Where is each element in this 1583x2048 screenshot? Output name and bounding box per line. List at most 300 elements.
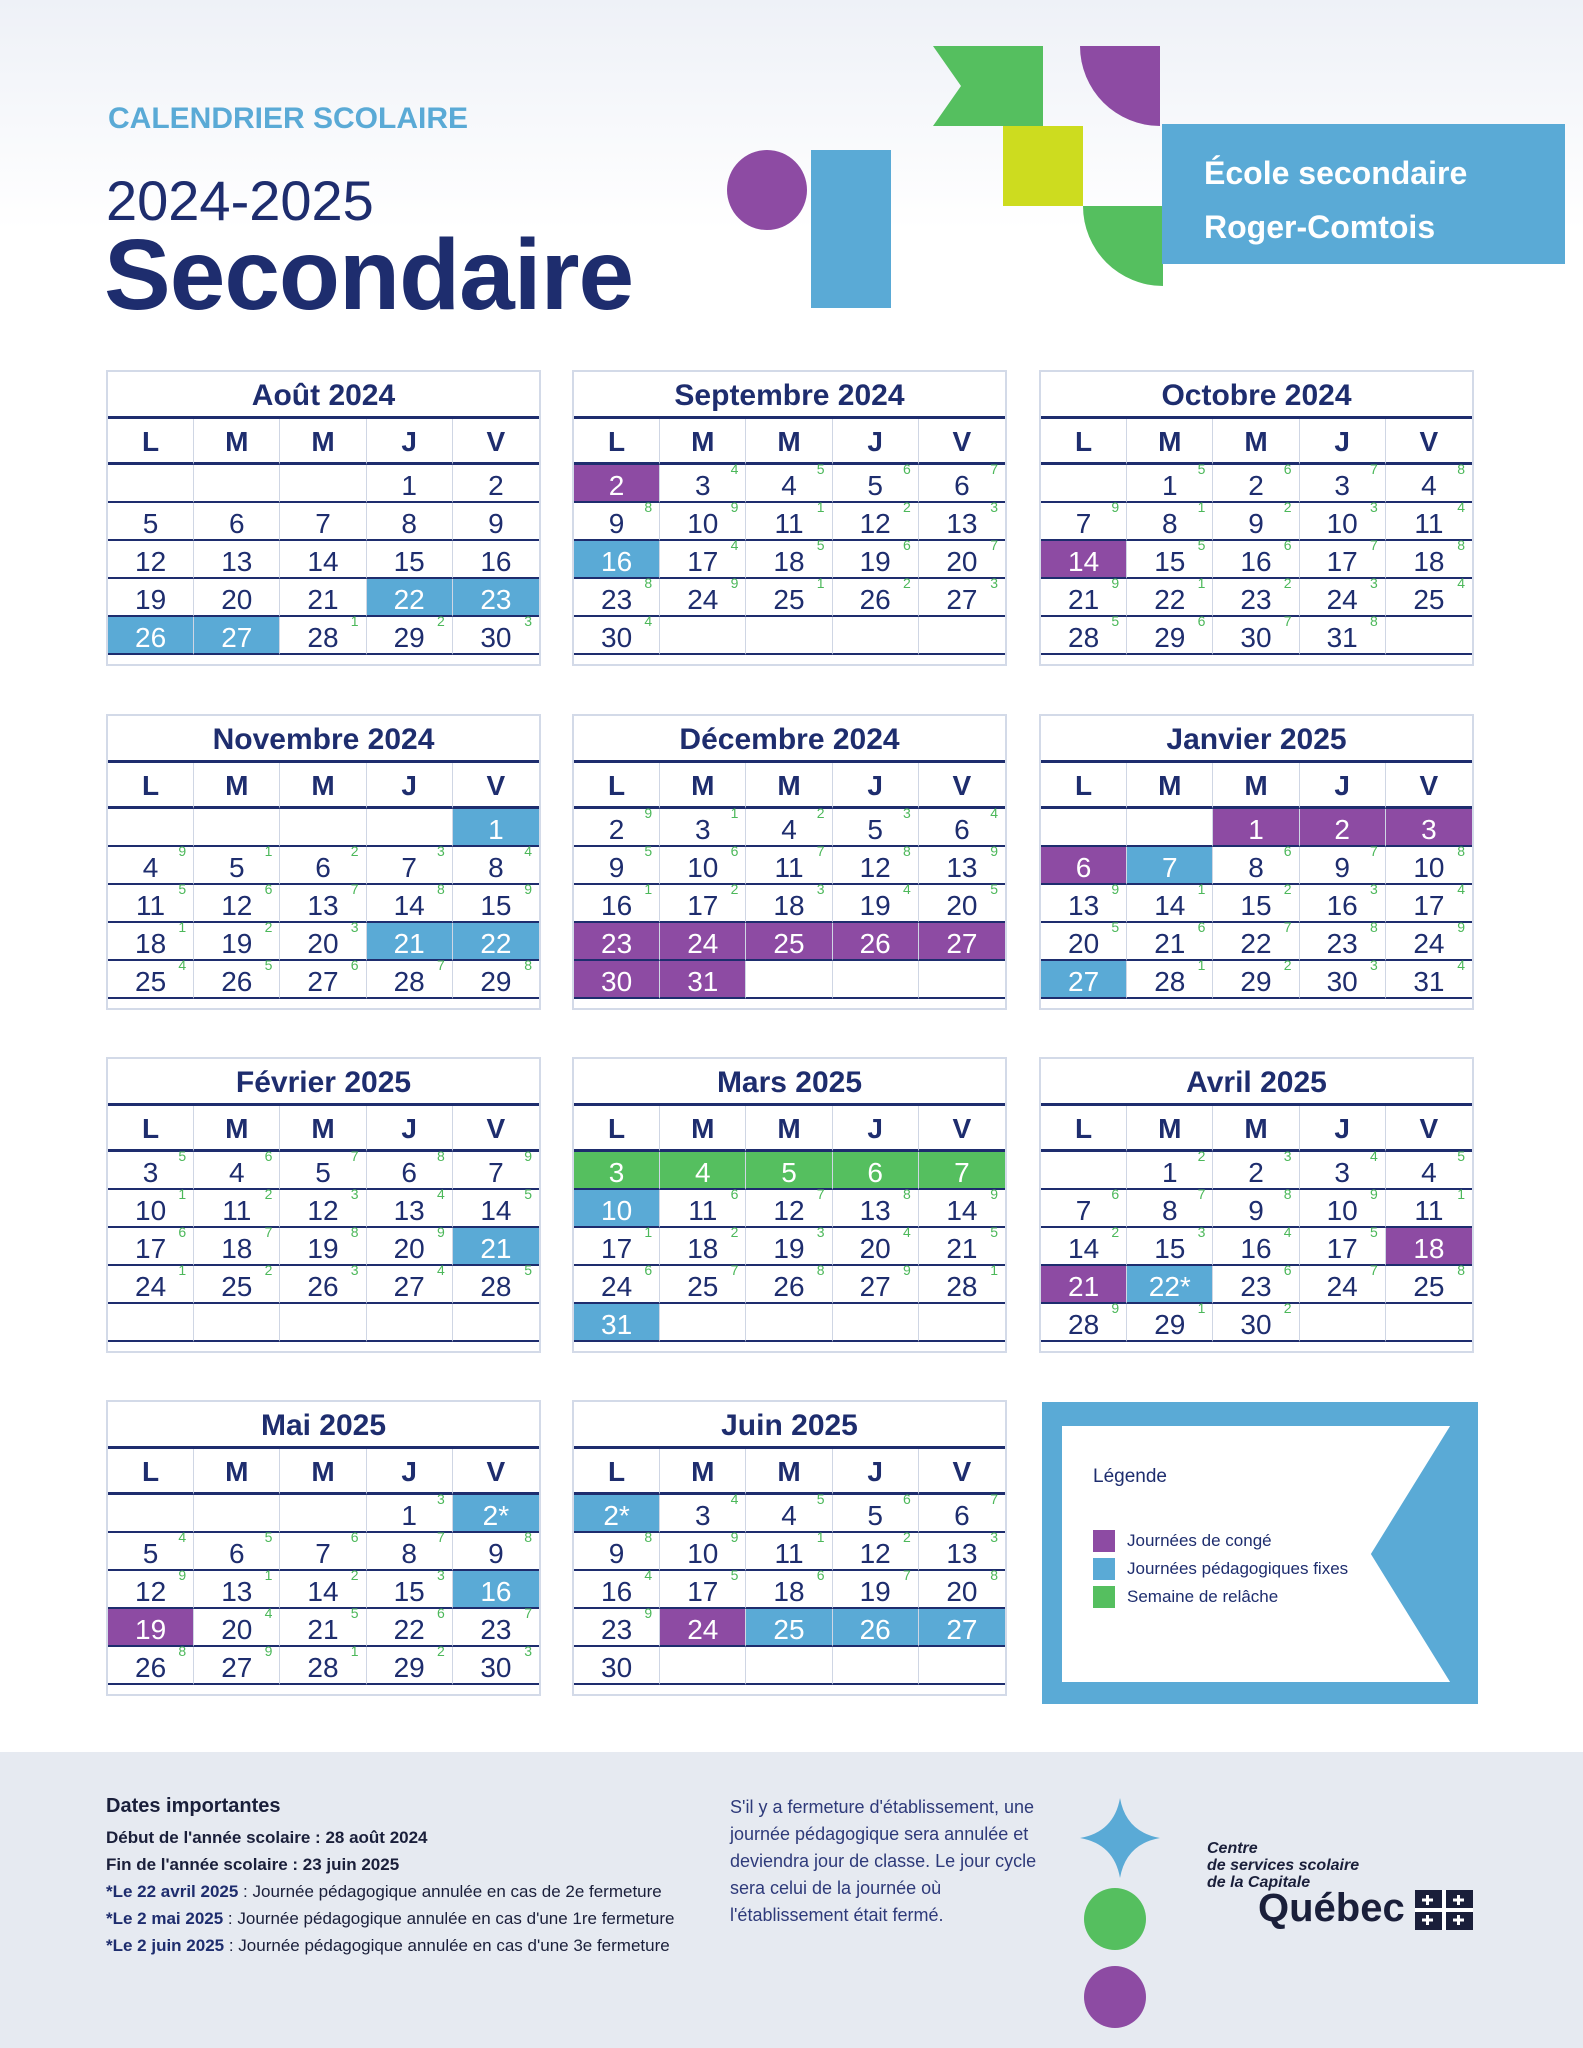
day-number: 7	[315, 1538, 331, 1569]
cycle-day-number: 1	[644, 1224, 653, 1240]
day-number: 2	[608, 814, 625, 845]
day-cell	[574, 613, 660, 655]
day-cell	[1041, 919, 1127, 961]
cycle-day-number: 5	[1197, 537, 1206, 553]
empty-day-cell	[108, 1304, 194, 1342]
cycle-day-number: 5	[350, 1605, 359, 1621]
day-number: 1	[1162, 1157, 1178, 1188]
cycle-day-number: 3	[437, 843, 445, 859]
day-number: 2	[608, 470, 625, 501]
lime-square-shape	[1003, 126, 1083, 206]
day-number: 27	[221, 1652, 253, 1683]
day-cell	[746, 575, 832, 617]
day-cell	[367, 1643, 453, 1685]
cycle-day-number: 3	[1283, 1148, 1292, 1164]
day-number: 16	[601, 1576, 633, 1607]
day-number: 27	[946, 928, 978, 959]
weekday-header: J	[1300, 419, 1386, 465]
cycle-day-number: 9	[1111, 881, 1120, 897]
cycle-day-number: 8	[350, 1224, 359, 1240]
day-number: 17	[601, 1233, 633, 1264]
month-title: Septembre 2024	[574, 372, 1005, 419]
cycle-day-number: 5	[178, 881, 187, 897]
day-cell	[574, 881, 660, 923]
day-number: 5	[142, 1538, 159, 1569]
day-number: 26	[859, 584, 891, 615]
day-cell	[367, 541, 453, 579]
weekday-header: M	[280, 763, 366, 809]
cycle-day-number: 3	[1370, 575, 1378, 591]
cycle-day-number: 8	[903, 843, 911, 859]
day-number: 24	[687, 584, 719, 615]
day-number: 16	[480, 546, 512, 577]
day-number: 2	[488, 470, 504, 501]
weekday-header: M	[746, 1106, 832, 1152]
cycle-day-number: 7	[1370, 537, 1378, 553]
day-number: 12	[221, 890, 253, 921]
day-number: 17	[1326, 1233, 1358, 1264]
organization-line1: Centre	[1207, 1840, 1258, 1857]
cycle-day-number: 7	[350, 881, 359, 897]
day-number: 19	[135, 1614, 167, 1645]
day-number: 4	[781, 1500, 797, 1531]
day-cell	[1213, 1300, 1299, 1342]
blue-rectangle-shape	[811, 150, 891, 308]
day-number: 27	[859, 1271, 891, 1302]
day-cell	[453, 1643, 539, 1685]
weekday-header: J	[367, 1449, 453, 1495]
day-number: 5	[867, 814, 883, 845]
day-cell	[194, 957, 280, 999]
cycle-day-number: 9	[437, 1224, 445, 1240]
weekday-header: J	[833, 1449, 919, 1495]
legend-title: Légende	[1093, 1466, 1167, 1487]
cycle-day-number: 7	[730, 1262, 739, 1278]
cycle-day-number: 4	[903, 881, 911, 897]
empty-day-cell	[1127, 809, 1213, 847]
day-cell	[1300, 1262, 1386, 1304]
day-number: 23	[480, 1614, 512, 1645]
weekday-header: M	[194, 1449, 280, 1495]
day-number: 9	[488, 508, 504, 539]
green-dot-shape	[1084, 1888, 1146, 1950]
day-cell	[1041, 1300, 1127, 1342]
weekday-header: M	[746, 1449, 832, 1495]
cycle-day-number: 9	[178, 1567, 187, 1583]
day-cell	[1127, 613, 1213, 655]
weekday-header: M	[194, 419, 280, 465]
cycle-day-number: 5	[990, 881, 998, 897]
day-number: 24	[135, 1271, 167, 1302]
day-cell	[194, 1262, 280, 1304]
day-number: 29	[1240, 966, 1272, 997]
cycle-day-number: 6	[903, 1491, 911, 1507]
day-number: 6	[867, 1157, 883, 1188]
day-cell	[746, 1262, 832, 1304]
month-grid	[108, 1106, 539, 1152]
day-cell	[919, 1609, 1005, 1647]
day-number: 10	[687, 508, 719, 539]
month-title: Juin 2025	[574, 1402, 1005, 1449]
day-cell	[1127, 957, 1213, 999]
cycle-day-number: 7	[816, 843, 825, 859]
cycle-day-number: 5	[264, 957, 273, 973]
cycle-day-number: 7	[1370, 461, 1378, 477]
days-grid	[108, 465, 539, 655]
school-name-line2: Roger-Comtois	[1204, 209, 1436, 245]
page-title: Secondaire	[104, 219, 634, 331]
empty-day-cell	[367, 1304, 453, 1342]
closure-note-3	[106, 1936, 670, 1956]
cycle-day-number: 4	[264, 1605, 273, 1621]
day-cell	[367, 503, 453, 541]
cycle-day-number: 5	[816, 461, 825, 477]
day-number: 7	[1162, 852, 1178, 883]
day-number: 10	[687, 1538, 719, 1569]
month-grid	[1041, 1106, 1472, 1152]
day-number: 22*	[1148, 1271, 1191, 1302]
weekday-header: L	[574, 763, 660, 809]
day-number: 3	[1334, 1157, 1350, 1188]
cycle-day-number: 8	[524, 1529, 532, 1545]
day-number: 29	[1154, 1309, 1186, 1340]
empty-day-cell	[453, 1304, 539, 1342]
day-number: 22	[1154, 584, 1186, 615]
day-number: 12	[859, 508, 891, 539]
empty-day-cell	[660, 617, 746, 655]
day-cell	[919, 575, 1005, 617]
day-cell	[833, 881, 919, 923]
day-number: 20	[946, 1576, 978, 1607]
cycle-day-number: 4	[1457, 499, 1465, 515]
cycle-day-number: 9	[178, 843, 187, 859]
day-number: 27	[946, 584, 978, 615]
day-cell	[280, 503, 366, 541]
day-cell	[1041, 613, 1127, 655]
day-cell	[194, 541, 280, 579]
day-number: 29	[480, 966, 512, 997]
day-cell	[574, 499, 660, 541]
day-number: 5	[781, 1157, 797, 1188]
school-name-line1: École secondaire	[1204, 155, 1468, 191]
cycle-day-number: 4	[644, 613, 653, 629]
day-cell	[746, 1609, 832, 1647]
month-grid	[574, 763, 1005, 809]
day-number: 11	[774, 1538, 804, 1569]
day-number: 3	[695, 1500, 711, 1531]
day-number: 14	[1154, 890, 1186, 921]
day-number: 10	[135, 1195, 167, 1226]
day-number: 24	[1326, 584, 1358, 615]
weekday-header: L	[574, 419, 660, 465]
days-grid	[574, 805, 1005, 999]
day-number: 10	[601, 1195, 633, 1226]
day-cell	[1127, 1224, 1213, 1266]
day-number: 15	[480, 890, 512, 921]
empty-day-cell	[919, 1304, 1005, 1342]
cycle-day-number: 9	[903, 1262, 911, 1278]
day-number: 11	[774, 508, 804, 539]
cycle-day-number: 9	[730, 499, 739, 515]
day-number: 27	[307, 966, 339, 997]
day-number: 16	[480, 1576, 512, 1607]
day-cell	[194, 617, 280, 655]
cycle-day-number: 7	[1197, 1186, 1206, 1202]
day-cell	[746, 923, 832, 961]
weekday-header: M	[1127, 763, 1213, 809]
day-cell	[919, 1567, 1005, 1609]
day-number: 20	[393, 1233, 425, 1264]
day-number: 20	[307, 928, 339, 959]
weekday-header: M	[660, 1106, 746, 1152]
day-number: 17	[687, 1576, 719, 1607]
day-cell	[280, 957, 366, 999]
cycle-day-number: 6	[1283, 537, 1292, 553]
day-number: 2*	[482, 1500, 510, 1531]
day-number: 23	[601, 928, 633, 959]
day-cell	[746, 1567, 832, 1609]
month-title: Octobre 2024	[1041, 372, 1472, 419]
day-number: 20	[946, 546, 978, 577]
day-number: 28	[1068, 1309, 1100, 1340]
day-number: 26	[221, 966, 253, 997]
day-number: 10	[1326, 1195, 1358, 1226]
weekday-header: L	[108, 763, 194, 809]
month-title: Août 2024	[108, 372, 539, 419]
closure-note-3-text: : Journée pédagogique annulée en cas d'une 3e fermeture	[224, 1936, 670, 1955]
end-date-label: Fin de l'année scolaire :	[106, 1855, 303, 1874]
day-number: 3	[695, 814, 711, 845]
day-cell	[1041, 961, 1127, 999]
weekday-header: J	[367, 419, 453, 465]
legend-item-relache	[1093, 1586, 1278, 1608]
day-number: 14	[1068, 546, 1100, 577]
weekday-header: V	[453, 763, 539, 809]
day-number: 29	[393, 1652, 425, 1683]
day-cell	[1127, 1300, 1213, 1342]
empty-day-cell	[919, 617, 1005, 655]
cycle-day-number: 7	[437, 957, 445, 973]
cycle-day-number: 6	[350, 957, 359, 973]
cycle-day-number: 1	[816, 499, 825, 515]
cycle-day-number: 6	[1283, 1262, 1292, 1278]
empty-day-cell	[833, 1647, 919, 1685]
day-number: 28	[307, 622, 339, 653]
day-number: 19	[859, 1576, 891, 1607]
weekday-header: M	[280, 1449, 366, 1495]
legend-label-conge: Journées de congé	[1127, 1531, 1272, 1550]
day-number: 1	[401, 470, 417, 501]
day-cell	[194, 1643, 280, 1685]
day-number: 20	[859, 1233, 891, 1264]
cycle-day-number: 9	[1111, 575, 1120, 591]
cycle-day-number: 3	[990, 575, 998, 591]
day-cell	[660, 961, 746, 999]
day-cell	[574, 1605, 660, 1647]
day-cell	[108, 541, 194, 579]
day-number: 14	[480, 1195, 512, 1226]
cycle-day-number: 8	[903, 1186, 911, 1202]
day-number: 11	[1414, 1195, 1444, 1226]
empty-day-cell	[108, 465, 194, 503]
weekday-header: M	[280, 1106, 366, 1152]
day-cell	[108, 503, 194, 541]
day-number: 5	[229, 852, 245, 883]
month-grid	[574, 419, 1005, 465]
school-year: 2024-2025	[106, 169, 374, 232]
day-number: 28	[946, 1271, 978, 1302]
day-number: 27	[946, 1614, 978, 1645]
cycle-day-number: 1	[644, 881, 653, 897]
day-number: 22	[393, 1614, 425, 1645]
cycle-day-number: 7	[990, 537, 998, 553]
day-number: 13	[221, 1576, 253, 1607]
day-number: 25	[687, 1271, 719, 1302]
day-cell	[574, 1262, 660, 1304]
day-cell	[1386, 575, 1472, 617]
empty-day-cell	[280, 1304, 366, 1342]
day-number: 3	[695, 470, 711, 501]
weekday-header: J	[833, 763, 919, 809]
weekday-header: L	[108, 1449, 194, 1495]
day-cell	[919, 881, 1005, 923]
day-number: 18	[1413, 546, 1445, 577]
day-number: 12	[135, 546, 167, 577]
day-number: 24	[601, 1271, 633, 1302]
weekday-header: J	[367, 1106, 453, 1152]
cycle-day-number: 8	[644, 499, 653, 515]
weekday-header: V	[1386, 763, 1472, 809]
green-banner-shape	[933, 46, 1043, 126]
legend-label-pedagogique: Journées pédagogiques fixes	[1127, 1559, 1349, 1578]
day-number: 27	[393, 1271, 425, 1302]
day-number: 10	[1326, 508, 1358, 539]
day-number: 3	[608, 1157, 625, 1188]
day-number: 30	[601, 966, 633, 997]
closure-note-1	[106, 1882, 662, 1902]
weekday-header: M	[746, 419, 832, 465]
cycle-day-number: 4	[524, 843, 532, 859]
month-grid	[1041, 763, 1472, 809]
day-number: 12	[859, 1538, 891, 1569]
day-number: 17	[1326, 546, 1358, 577]
day-number: 3	[1334, 470, 1350, 501]
cycle-day-number: 6	[350, 1529, 359, 1545]
cycle-day-number: 8	[524, 957, 532, 973]
cycle-day-number: 5	[524, 1186, 532, 1202]
day-number: 17	[135, 1233, 167, 1264]
day-cell	[660, 881, 746, 923]
cycle-day-number: 6	[178, 1224, 187, 1240]
day-number: 24	[1326, 1271, 1358, 1302]
cycle-day-number: 3	[437, 1567, 445, 1583]
day-cell	[367, 1262, 453, 1304]
closure-note-1-text: : Journée pédagogique annulée en cas de 2e fermeture	[238, 1882, 662, 1901]
day-number: 13	[946, 852, 978, 883]
day-number: 30	[1240, 622, 1272, 653]
day-number: 23	[1240, 1271, 1272, 1302]
month-title: Mars 2025	[574, 1059, 1005, 1106]
cycle-day-number: 2	[1111, 1224, 1120, 1240]
cycle-day-number: 6	[903, 537, 911, 553]
day-number: 24	[687, 928, 719, 959]
legend-swatch-conge	[1093, 1530, 1115, 1552]
cycle-day-number: 5	[264, 1529, 273, 1545]
cycle-day-number: 4	[178, 957, 187, 973]
cycle-day-number: 4	[730, 537, 739, 553]
day-number: 26	[135, 1652, 167, 1683]
weekday-header: J	[833, 419, 919, 465]
end-date-line	[106, 1855, 399, 1875]
day-number: 5	[867, 1500, 883, 1531]
days-grid	[108, 1491, 539, 1685]
legend-swatch-pedagogique	[1093, 1558, 1115, 1580]
day-number: 5	[142, 508, 159, 539]
day-cell	[1386, 957, 1472, 999]
day-number: 30	[601, 622, 633, 653]
day-number: 26	[307, 1271, 339, 1302]
cycle-day-number: 4	[990, 805, 998, 821]
day-number: 5	[867, 470, 883, 501]
cycle-day-number: 5	[524, 1262, 532, 1278]
day-number: 5	[315, 1157, 331, 1188]
day-number: 7	[954, 1157, 970, 1188]
day-number: 14	[393, 890, 425, 921]
quebec-logo-text: Québec	[1258, 1886, 1405, 1930]
days-grid	[1041, 809, 1472, 999]
day-number: 12	[859, 852, 891, 883]
day-number: 21	[1068, 1271, 1100, 1302]
weekday-header: L	[1041, 419, 1127, 465]
green-quarter-shape	[1083, 206, 1163, 286]
cycle-day-number: 9	[1457, 919, 1465, 935]
day-number: 15	[1154, 546, 1186, 577]
day-number: 24	[687, 1614, 719, 1645]
day-number: 2	[1248, 1157, 1264, 1188]
empty-day-cell	[833, 961, 919, 999]
day-cell	[1386, 1262, 1472, 1304]
day-number: 9	[1334, 852, 1350, 883]
month-calendar	[572, 714, 1007, 1010]
month-calendar	[106, 714, 541, 1010]
day-number: 2	[1248, 470, 1264, 501]
day-number: 29	[1154, 622, 1186, 653]
day-cell	[453, 1262, 539, 1304]
day-number: 4	[781, 470, 797, 501]
day-number: 9	[608, 508, 625, 539]
day-cell	[833, 1262, 919, 1304]
day-cell	[660, 923, 746, 961]
cycle-day-number: 1	[816, 1529, 825, 1545]
day-cell	[367, 465, 453, 503]
weekday-header: V	[453, 419, 539, 465]
day-number: 27	[1068, 966, 1100, 997]
day-number: 12	[773, 1195, 805, 1226]
day-number: 17	[687, 890, 719, 921]
cycle-day-number: 1	[816, 575, 825, 591]
closure-note-2-text: : Journée pédagogique annulée en cas d'une 1re fermeture	[223, 1909, 675, 1928]
days-grid	[108, 809, 539, 999]
day-number: 6	[229, 508, 245, 539]
day-cell	[574, 961, 660, 999]
cycle-day-number: 2	[1283, 575, 1292, 591]
weekday-header: M	[746, 763, 832, 809]
day-number: 30	[1326, 966, 1358, 997]
empty-day-cell	[194, 465, 280, 503]
cycle-day-number: 8	[1457, 1262, 1465, 1278]
weekday-header: L	[1041, 1106, 1127, 1152]
day-number: 19	[859, 890, 891, 921]
